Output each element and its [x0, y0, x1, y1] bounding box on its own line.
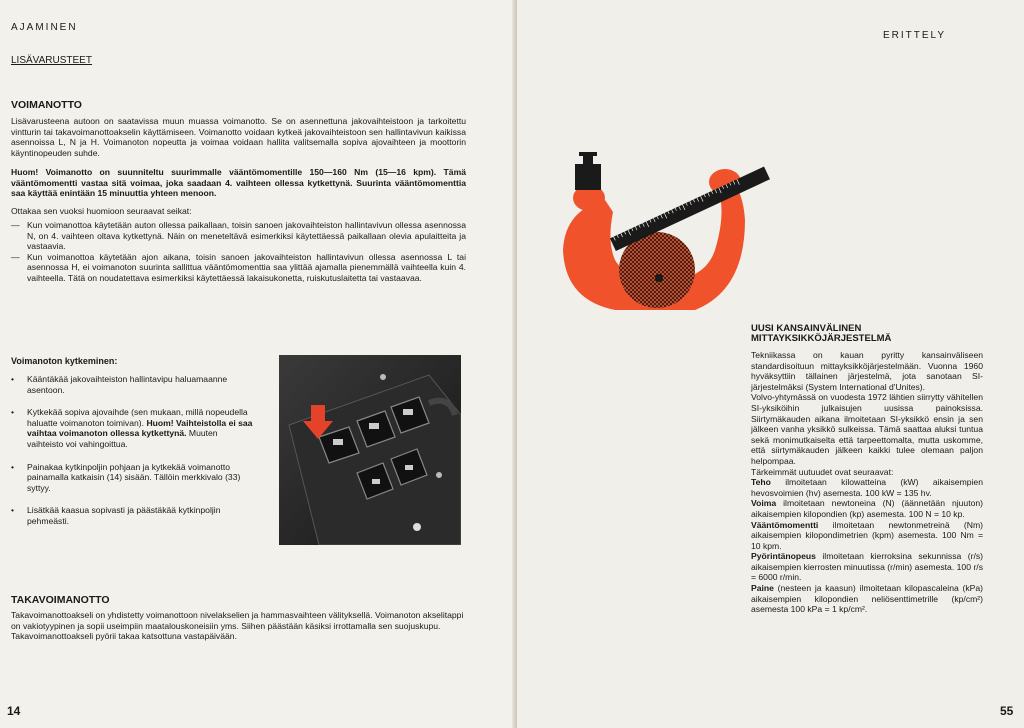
ruler: [610, 167, 770, 252]
page-number-right: 55: [1000, 704, 1014, 718]
right-page: [517, 0, 1024, 728]
takavoimanotto-heading: TAKAVOIMANOTTO: [11, 594, 110, 606]
si-heading: UUSI KANSAINVÄLINEN MITTAYKSIKKÖJÄRJESTELMÄ: [751, 323, 892, 344]
voimanotto-para1: Lisävarusteena autoon on saatavissa muun muassa voimanotto. Se on asennettuna jakovaihteistoon ja tarkoitettu vintturin tai takavoimanottoakselin käyttämiseen. Voimanotto voidaan kytkeä jakovaihteistoon sen hallintavivun kaikissa asennoissa L, N ja H. Voimanoton nopeutta ja voimaa voidaan hallita valitsemalla sopiva ajovaihteen ja moottorin käyntinopeuden suhde.: [11, 116, 466, 158]
section-title: LISÄVARUSTEET: [11, 55, 92, 66]
dash-list: [11, 220, 466, 284]
bullet-list: [11, 374, 256, 539]
si-definition: Voima ilmoitetaan newtoneina (N) (äännetään njuuton) aikaisempien kilopondien (kp) asemesta. 100 N = 10 kp.: [751, 498, 984, 519]
switch-panel-drawing: [279, 355, 461, 545]
bullet-item: • Lisätkää kaasua sopivasti ja päästäkää kytkinpoljin pehmeästi.: [11, 505, 221, 526]
si-definition: Pyörintänopeus ilmoitetaan kierroksina sekunnissa (r/s) aikaisempien kierrosten minuutissa (r/min) asemesta. 100 r/s = 6000 r/min.: [751, 551, 983, 583]
kytkeminen-heading: Voimanoton kytkeminen:: [11, 356, 118, 366]
dash-item: — Kun voimanottoa käytetään auton ollessa paikallaan, toisin sanoen jakovaihteiston hallintavivun ollessa asennossa N, on 4. vaihteen oltava kytkettynä. Näin on meneteltävä esimerkiksi käytettäessä paikallaan olevia apulaitteita ja vastaavia.: [11, 220, 466, 252]
si-para1: Tekniikassa on kauan pyritty kansainväliseen standardisoituun mittayksikköjärjestelmään. Vuonna 1960 hyväksyttiin tällainen järjestelmä, jota sanotaan SI-järjestelmäksi (System International d'Unites).: [751, 350, 983, 392]
bullet-item: • Kytkekää sopiva ajovaihde (sen mukaan, millä nopeudella haluatte voimanoton toimivan). Huom! Vaihteistolla ei saa vaihtaa voimanoton ollessa kytkettynä. Muuten vaihteisto voi vahingoittua.: [11, 407, 253, 449]
weight: [575, 152, 601, 190]
takavoimanotto-para: Takavoimanottoakseli on yhdistetty voimanottoon nivelakselien ja hammasvaihteen välityksellä. Voimanoton akselitappi on vakiotyypinen ja sopii useimpiin maatalouskoneisiin yms. Siihen päästään käsiksi irrottamalla sen suojuskupu. Takavoimanottoakseli pyörii takaa katsottuna vastapäivään.: [11, 610, 464, 642]
voimanotto-note: Huom! Voimanotto on suunniteltu suurimmalle vääntömomentille 150—160 Nm (15—16 kpm). Tämä vääntömomentti vastaa sitä voimaa, joka saadaan 4. vaihteen ollessa kytkettynä. Suurinta vääntömomenttia saa käyttää enintään 15 minuuttia yhteen menoon.: [11, 167, 466, 199]
bullet-item: • Kääntäkää jakovaihteiston hallintavipu haluamaanne asentoon.: [11, 374, 228, 395]
head-dot: [655, 274, 663, 282]
si-units-illustration: [545, 150, 785, 322]
switch-panel-photo: [279, 355, 461, 545]
si-definition: Vääntömomentti ilmoitetaan newtonmetreinä (Nm) aikaisempien kilopondimetrien (kpm) asemesta. 100 Nm = 10 kpm.: [751, 519, 983, 551]
page-number-left: 14: [7, 704, 21, 718]
running-header-right: ERITTELY: [883, 30, 947, 41]
bullet-item: • Painakaa kytkinpoljin pohjaan ja kytkekää voimanotto painamalla katkaisin (14) sisään. Tällöin merkkivalo (33) syttyy.: [11, 461, 241, 493]
si-definition: Paine (nesteen ja kaasun) ilmoitetaan kilopascaleina (kPa) aikaisempien kilopondien neliösenttimetrille (kp/cm²) asemesta 100 kPa = 1 kp/cm².: [751, 583, 984, 615]
si-para2: Volvo-yhtymässä on vuodesta 1972 lähtien siirrytty vähitellen SI-yksiköihin julkaisujen uusissa painoksissa. Siirtymäkauden aikana ilmoitetaan SI-yksikkö ensin ja sen jälkeen vanha yksikkö sulkeissa. Tämä saattaa aluksi tuntua sekä monimutkaiselta että tarpeettomalta, mutta uskomme, että siirtymäkauden jälkeen kaikki tulee olemaan paljon helpompaa.: [751, 392, 983, 466]
si-definition: Teho ilmoitetaan kilowatteina (kW) aikaisempien hevosvoimien (hv) asemesta. 100 kW = 135 hv.: [751, 477, 983, 498]
voimanotto-heading: VOIMANOTTO: [11, 99, 82, 111]
si-para3: Tärkeimmät uutuudet ovat seuraavat:: [751, 466, 894, 477]
dash-item: — Kun voimanottoa käytetään ajon aikana, toisin sanoen jakovaihteiston hallintavivun ollessa asennossa L tai asennossa H, ei voimanoton suurinta sallittua vääntömomenttia saa ylittää ajamalla pienemmällä vaihteella kuin 4. vaihteella. Tätä on noudatettava esimerkiksi käytettäessä lakaisukonetta, ruiskutuslaitetta tai vastaavaa.: [11, 251, 466, 283]
si-body: [751, 350, 983, 615]
voimanotto-para3: Ottakaa sen vuoksi huomioon seuraavat seikat:: [11, 206, 192, 216]
running-header-left: AJAMINEN: [11, 22, 78, 33]
